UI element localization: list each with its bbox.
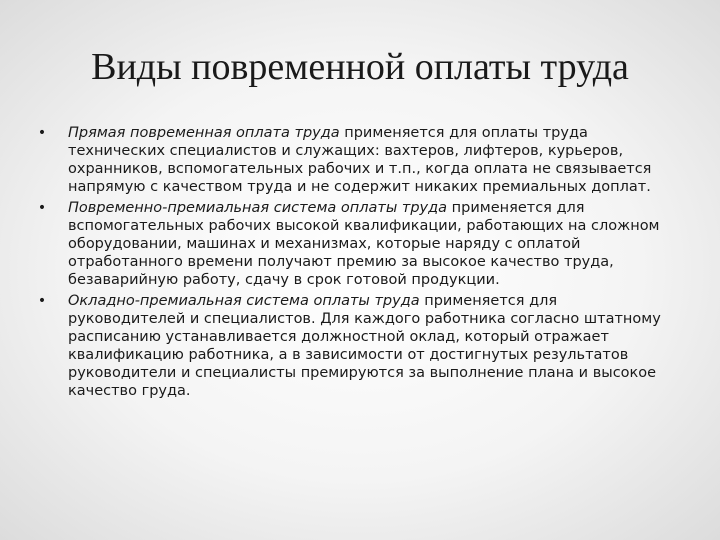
bullet-icon: • <box>37 293 47 309</box>
bullet-item-time-bonus-system <box>36 199 664 289</box>
bullet-text: применяется для вспомогательных рабочих высокой квалификации, работающих на сложном оборудовании, машинах и механизмах, которые наряду с оплатой отработанного времени получают премию за высокое качество труда, безаварийную работу, сдачу в срок готовой продукции. <box>68 200 660 288</box>
bullet-item-salary-bonus-system <box>36 292 664 400</box>
bullet-item-direct-time-wage <box>36 124 664 196</box>
bullet-icon: • <box>37 125 47 141</box>
bullet-term: Прямая повременная оплата труда <box>68 125 340 141</box>
bullet-term: Повременно-премиальная система оплаты труда <box>68 200 448 216</box>
bullet-text: применяется для руководителей и специалистов. Для каждого работника согласно штатному расписанию устанавливается должностной оклад, который отражает квалификацию работника, а в зависимости от достигнутых результатов руководители и специалисты премируются за выполнение плана и высокое качество груда. <box>68 293 661 399</box>
bullet-text: применяется для оплаты труда технических специалистов и служащих: вахтеров, лифтеров, курьеров, охранников, вспомогательных рабочих и т.п., когда оплата не связывается напрямую с качеством труда и не содержит никаких премиальных доплат. <box>68 125 652 195</box>
bullet-icon: • <box>37 200 47 216</box>
bullet-list <box>36 124 664 403</box>
bullet-term: Окладно-премиальная система оплаты труда <box>68 293 420 309</box>
slide-title: Виды повременной оплаты труда <box>91 46 629 88</box>
